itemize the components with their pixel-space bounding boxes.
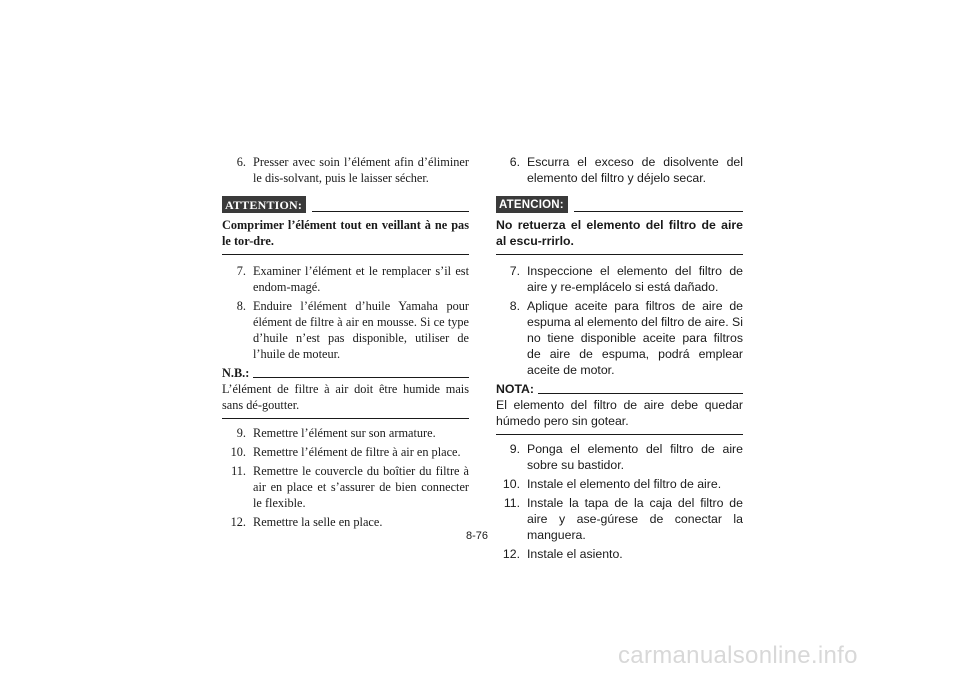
step-number: 12. <box>230 515 246 529</box>
attention-text: No retuerza el elemento del filtro de aire al escu-rrirlo. <box>496 217 743 255</box>
list-item-step-11 <box>222 463 469 511</box>
step-text: Remettre le couvercle du boîtier du filtre à air en place et s’assurer de bien connecter le flexible. <box>253 464 469 510</box>
attention-text: Comprimer l’élément tout en veillant à ne pas le tor-dre. <box>222 217 469 255</box>
step-text: Inspeccione el elemento del filtro de aire y re-emplácelo si está dañado. <box>527 264 743 294</box>
list-item-step-9 <box>496 441 743 473</box>
step-text: Remettre la selle en place. <box>253 515 383 529</box>
step-text: Instale el asiento. <box>527 547 623 561</box>
step-number: 9. <box>509 442 520 456</box>
note-label: N.B.: <box>222 366 250 380</box>
step-number: 8. <box>236 299 246 313</box>
step-number: 7. <box>509 264 520 278</box>
step-number: 10. <box>502 477 520 491</box>
step-text: Examiner l’élément et le remplacer s’il est endom-magé. <box>253 264 469 294</box>
attention-header <box>222 196 469 213</box>
attention-rule <box>312 211 469 212</box>
step-number: 9. <box>236 426 246 440</box>
note-label: NOTA: <box>496 382 535 396</box>
step-text: Escurra el exceso de disolvente del elemento del filtro y déjelo secar. <box>527 155 743 185</box>
step-text: Enduire l’élément d’huile Yamaha pour élément de filtre à air en mousse. Si ce type d’huile n’est pas disponible, utiliser de l’huile de moteur. <box>253 299 469 361</box>
step-text: Instale el elemento del filtro de aire. <box>527 477 722 491</box>
step-number: 7. <box>236 264 246 278</box>
note-rule <box>538 393 743 394</box>
note-rule <box>253 377 469 378</box>
list-item-step-8 <box>222 298 469 362</box>
note-header <box>496 381 743 397</box>
attention-header <box>496 196 743 213</box>
step-text: Remettre l’élément sur son armature. <box>253 426 436 440</box>
attention-label: ATTENTION: <box>222 196 306 213</box>
step-number: 12. <box>502 547 520 561</box>
step-number: 11. <box>503 496 520 510</box>
list-item-step-8 <box>496 298 743 378</box>
list-item-step-12 <box>496 546 743 562</box>
attention-label: ATENCION: <box>496 196 568 213</box>
list-item-step-10 <box>222 444 469 460</box>
step-number: 8. <box>509 299 520 313</box>
step-text: Presser avec soin l’élément afin d’éliminer le dis-solvant, puis le laisser sécher. <box>253 155 469 185</box>
step-number: 6. <box>509 155 520 169</box>
page-number: 8-76 <box>466 530 489 542</box>
french-column <box>222 154 469 533</box>
step-number: 11. <box>231 464 246 478</box>
step-number: 6. <box>236 155 246 169</box>
step-text: Aplique aceite para filtros de aire de espuma al elemento del filtro de aire. Si no tiene disponible aceite para filtros de aire de espuma, podrá emplear aceite de motor. <box>527 299 743 377</box>
list-item-step-6 <box>496 154 743 186</box>
list-item-step-6 <box>222 154 469 186</box>
list-item-step-10 <box>496 476 743 492</box>
list-item-step-7 <box>496 263 743 295</box>
step-text: Ponga el elemento del filtro de aire sobre su bastidor. <box>527 442 743 472</box>
note-text: L’élément de filtre à air doit être humide mais sans dé-goutter. <box>222 381 469 419</box>
list-item-step-11 <box>496 495 743 543</box>
watermark-text: carmanualsonline.info <box>618 642 858 669</box>
note-text: El elemento del filtro de aire debe quedar húmedo pero sin gotear. <box>496 397 743 435</box>
list-item-step-12 <box>222 514 469 530</box>
step-text: Remettre l’élément de filtre à air en place. <box>253 445 461 459</box>
step-number: 10. <box>230 445 246 459</box>
note-header <box>222 365 469 381</box>
list-item-step-7 <box>222 263 469 295</box>
attention-rule <box>574 211 743 212</box>
spanish-column <box>496 154 743 565</box>
list-item-step-9 <box>222 425 469 441</box>
step-text: Instale la tapa de la caja del filtro de aire y ase-gúrese de conectar la manguera. <box>527 496 743 542</box>
